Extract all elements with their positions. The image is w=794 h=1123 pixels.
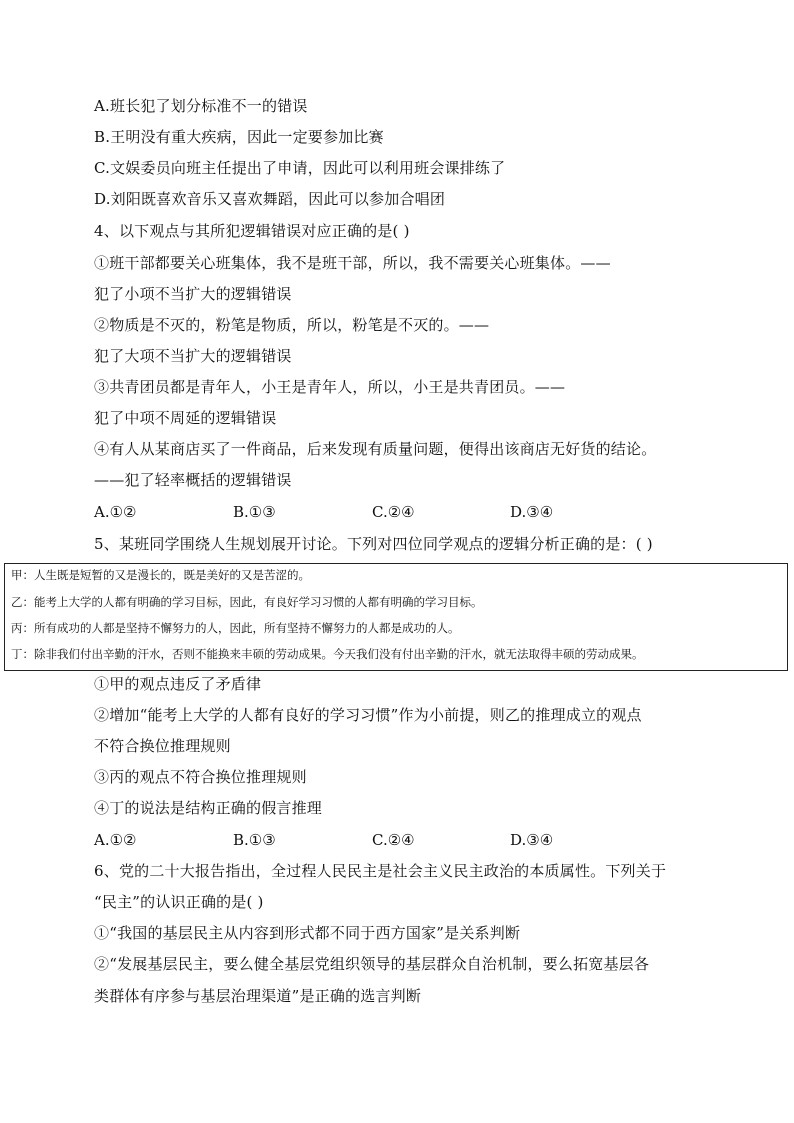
q6-item: 类群体有序参与基层治理渠道”是正确的选言判断 — [94, 987, 422, 1005]
q5-box-line-bing: 丙：所有成功的人都是坚持不懈努力的人，因此，所有坚持不懈努力的人都是成功的人。 — [11, 621, 460, 635]
q5-stem: 5、某班同学围绕人生规划展开讨论。下列对四位同学观点的逻辑分析正确的是：( ) — [94, 535, 653, 553]
q4-choice-a: A.①② — [94, 503, 137, 521]
q4-choice-c: C.②④ — [372, 503, 415, 521]
q4-item: 犯了大项不当扩大的逻辑错误 — [94, 347, 292, 365]
q3-option-b: B.王明没有重大疾病，因此一定要参加比赛 — [94, 128, 384, 146]
q3-option-a: A.班长犯了划分标准不一的错误 — [94, 97, 308, 115]
q5-item: ①甲的观点违反了矛盾律 — [94, 675, 262, 693]
q5-material-box — [4, 563, 788, 671]
q4-item: 犯了中项不周延的逻辑错误 — [94, 409, 277, 427]
q3-option-c: C.文娱委员向班主任提出了申请，因此可以利用班会课排练了 — [94, 159, 506, 177]
q4-item: ——犯了轻率概括的逻辑错误 — [94, 471, 292, 489]
q6-item: ②“发展基层民主，要么健全基层党组织领导的基层群众自治机制，要么拓宽基层各 — [94, 955, 650, 973]
q5-box-line-yi: 乙：能考上大学的人都有明确的学习目标，因此，有良好学习习惯的人都有明确的学习目标。 — [11, 595, 483, 609]
q4-choice-d: D.③④ — [510, 503, 554, 521]
q4-item: 犯了小项不当扩大的逻辑错误 — [94, 285, 292, 303]
q5-choice-b: B.①③ — [233, 831, 276, 849]
q4-item: ③共青团员都是青年人，小王是青年人，所以，小王是共青团员。—— — [94, 378, 566, 396]
q5-item: ④丁的说法是结构正确的假言推理 — [94, 799, 323, 817]
q5-box-line-ding: 丁：除非我们付出辛勤的汗水，否则不能换来丰硕的劳动成果。今天我们没有付出辛勤的汗水，就无法取得丰硕的劳动成果。 — [11, 647, 644, 661]
q4-item: ④有人从某商店买了一件商品，后来发现有质量问题，便得出该商店无好货的结论。 — [94, 440, 657, 458]
q4-choice-b: B.①③ — [233, 503, 276, 521]
q3-option-d: D.刘阳既喜欢音乐又喜欢舞蹈，因此可以参加合唱团 — [94, 190, 446, 208]
q6-stem: 6、党的二十大报告指出，全过程人民民主是社会主义民主政治的本质属性。下列关于 — [94, 862, 667, 880]
q5-choice-d: D.③④ — [510, 831, 554, 849]
q5-item: ②增加“能考上大学的人都有良好的学习习惯”作为小前提，则乙的推理成立的观点 — [94, 706, 642, 724]
q5-choice-a: A.①② — [94, 831, 137, 849]
q5-box-line-jia: 甲：人生既是短暂的又是漫长的，既是美好的又是苦涩的。 — [11, 568, 310, 582]
q4-item: ①班干部都要关心班集体，我不是班干部，所以，我不需要关心班集体。—— — [94, 254, 611, 272]
q6-item: ①“我国的基层民主从内容到形式都不同于西方国家”是关系判断 — [94, 924, 521, 942]
q5-item: ③丙的观点不符合换位推理规则 — [94, 768, 307, 786]
q6-stem-cont: “民主”的认识正确的是( ) — [94, 893, 264, 911]
q4-item: ②物质是不灭的，粉笔是物质，所以，粉笔是不灭的。—— — [94, 316, 490, 334]
q5-item: 不符合换位推理规则 — [94, 737, 231, 755]
q5-choice-c: C.②④ — [372, 831, 415, 849]
q4-stem: 4、以下观点与其所犯逻辑错误对应正确的是( ) — [94, 222, 410, 240]
